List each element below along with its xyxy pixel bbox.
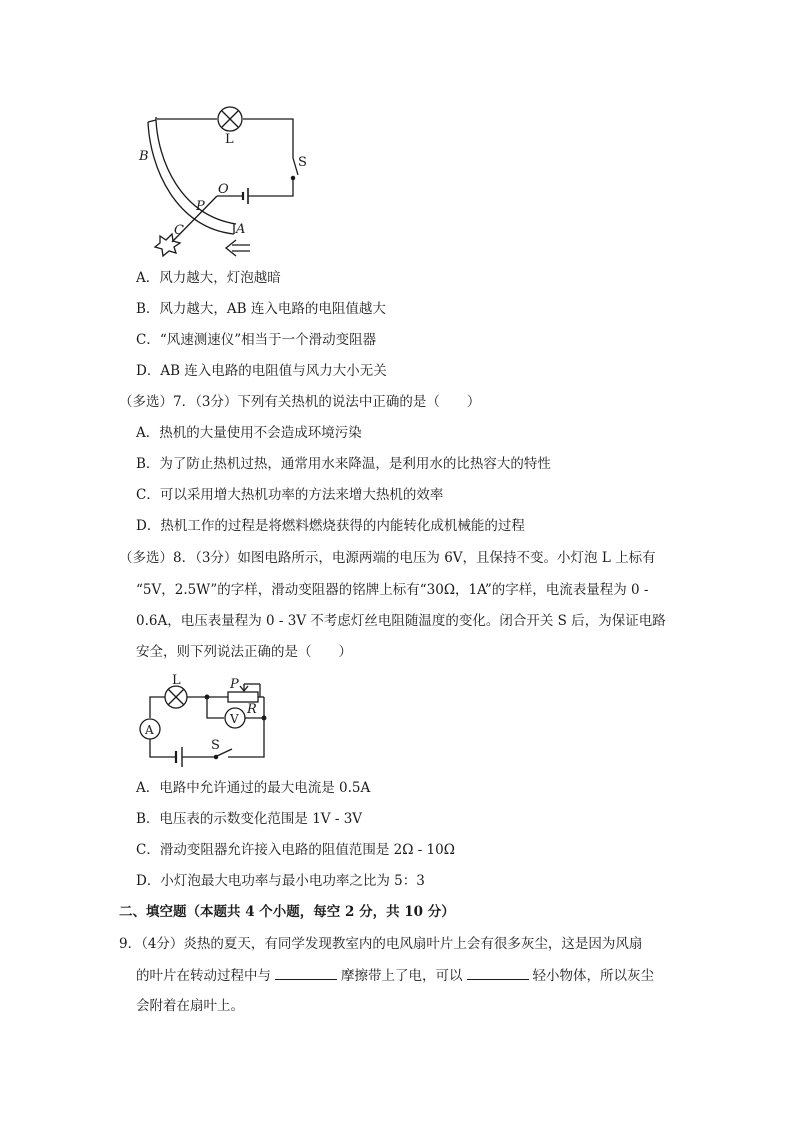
q6-option-c: C．“风速测速仪”相当于一个滑动变阻器 xyxy=(136,332,377,348)
q9-blank-2[interactable] xyxy=(467,965,529,980)
arc-resistor-ab xyxy=(156,120,236,224)
q9-line-3: 会附着在扇叶上。 xyxy=(136,998,244,1014)
pivot-arm xyxy=(172,196,217,242)
q8-label-L: L xyxy=(172,673,181,688)
section-2-title: 二、填空题（本题共 4 个小题，每空 2 分，共 10 分） xyxy=(119,904,455,920)
q6-option-d: D．AB 连入电路的电阻值与风力大小无关 xyxy=(136,363,387,379)
label-L: L xyxy=(225,132,234,147)
label-B: B xyxy=(139,149,149,164)
q7-stem: （多选）7．（3分）下列有关热机的说法中正确的是（ ） xyxy=(119,394,481,410)
q9-blank-1[interactable] xyxy=(275,965,337,980)
q8-stem-line-2: “5V，2.5W”的字样，滑动变阻器的铭牌上标有“30Ω，1A”的字样，电流表量程为 0 - xyxy=(136,582,649,598)
q8-label-A: A xyxy=(145,723,154,737)
q8-voltmeter xyxy=(225,708,245,728)
q7-option-a: A．热机的大量使用不会造成环境污染 xyxy=(136,425,362,441)
q8-rheostat xyxy=(228,692,258,702)
q8-label-P: P xyxy=(230,677,239,692)
q8-option-d: D．小灯泡最大电功率与最小电功率之比为 5：3 xyxy=(136,873,425,889)
q6-option-b: B．风力越大，AB 连入电路的电阻值越大 xyxy=(136,301,386,317)
q7-option-d: D．热机工作的过程是将燃料燃烧获得的内能转化成机械能的过程 xyxy=(136,518,525,534)
q8-option-a: A．电路中允许通过的最大电流是 0.5A xyxy=(136,780,371,796)
q8-stem-line-1: （多选）8．（3分）如图电路所示，电源两端的电压为 6V，且保持不变。小灯泡 L 上标有 xyxy=(119,550,656,566)
label-C: C xyxy=(174,223,184,238)
q7-option-c: C．可以采用增大热机功率的方法来增大热机的效率 xyxy=(136,487,444,503)
q8-stem-line-4: 安全，则下列说法正确的是（ ） xyxy=(136,644,352,660)
label-O: O xyxy=(218,182,229,197)
q9-text-part-b: 摩擦带上了电，可以 xyxy=(341,968,463,984)
q9-text-part-a: 的叶片在转动过程中与 xyxy=(136,968,271,984)
label-A: A xyxy=(236,222,246,237)
q9-text-part-c: 轻小物体，所以灰尘 xyxy=(532,968,654,984)
q8-lamp-symbol xyxy=(165,686,187,708)
q8-option-b: B．电压表的示数变化范围是 1V - 3V xyxy=(136,811,363,827)
q8-label-V: V xyxy=(230,712,239,726)
q8-stem-line-3: 0.6A，电压表量程为 0 - 3V 不考虑灯丝电阻随温度的变化。闭合开关 S 后，为保证电路 xyxy=(136,613,666,629)
label-P: P xyxy=(196,199,205,214)
q8-option-c: C．滑动变阻器允许接入电路的阻值范围是 2Ω - 10Ω xyxy=(136,842,455,858)
q8-label-R: R xyxy=(247,702,257,717)
q6-option-a: A．风力越大，灯泡越暗 xyxy=(136,270,281,286)
q9-line-2 xyxy=(136,965,654,986)
wind-plate-burst xyxy=(155,234,180,256)
q8-ammeter xyxy=(140,719,160,739)
q8-label-S: S xyxy=(211,738,220,753)
label-S: S xyxy=(298,155,307,170)
lamp-symbol xyxy=(218,107,242,131)
q7-option-b: B．为了防止热机过热，通常用水来降温，是利用水的比热容大的特性 xyxy=(136,456,551,472)
q9-line-1: 9．（4分）炎热的夏天，有同学发现教室内的电风扇叶片上会有很多灰尘，这是因为风扇 xyxy=(119,936,643,952)
